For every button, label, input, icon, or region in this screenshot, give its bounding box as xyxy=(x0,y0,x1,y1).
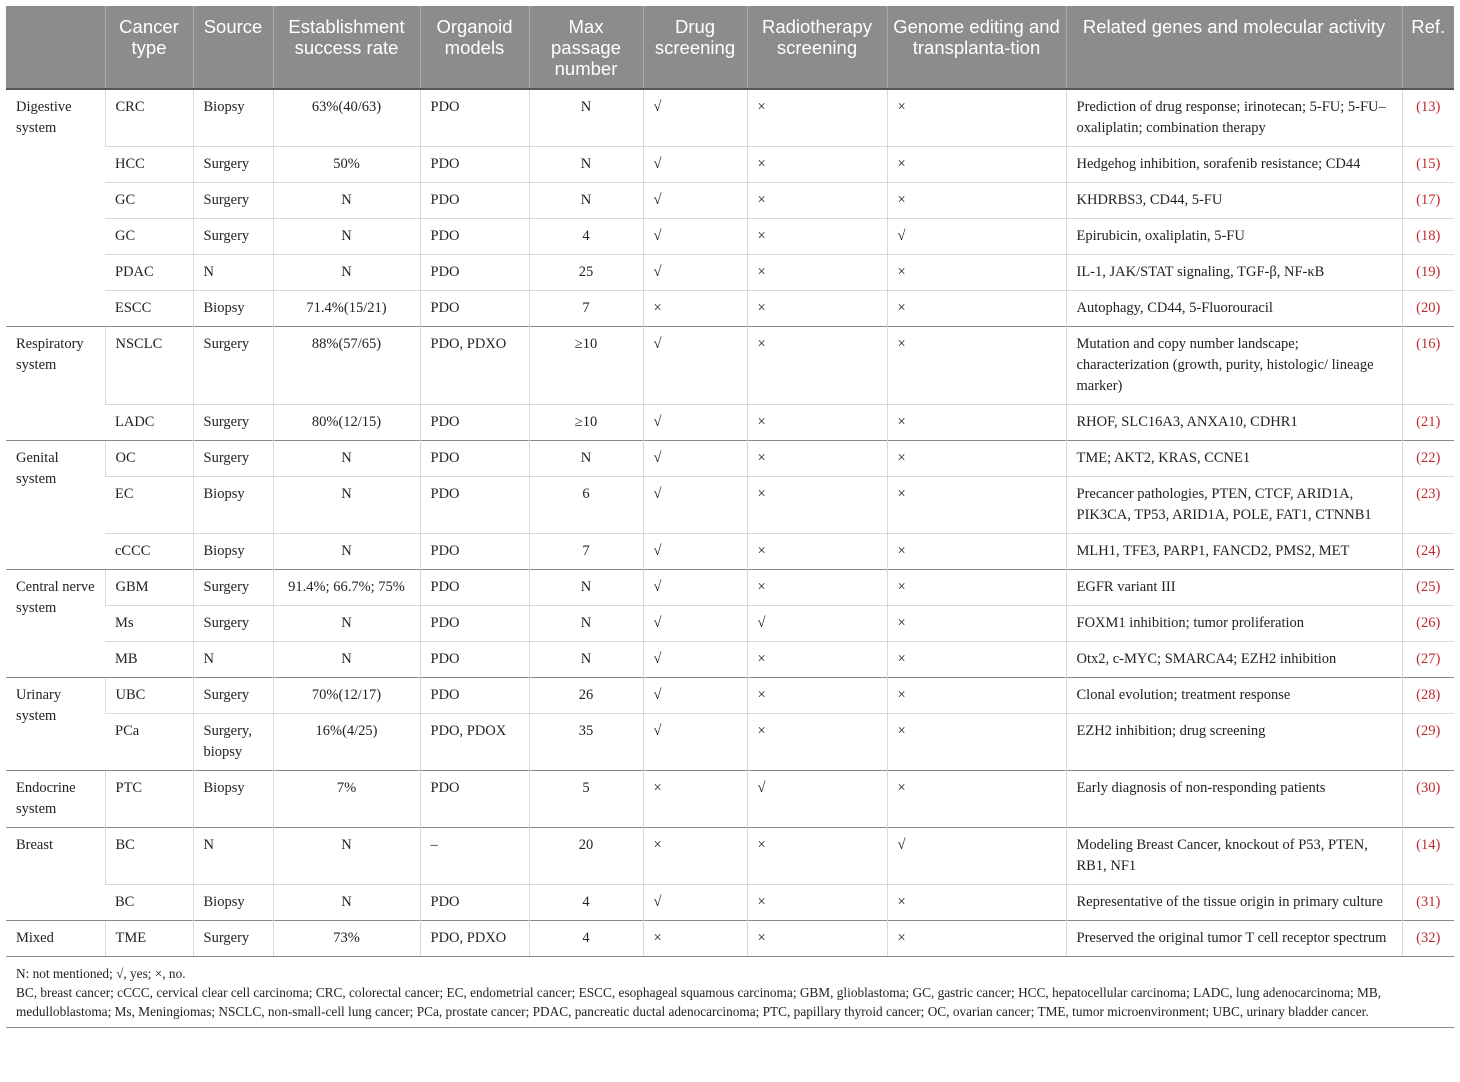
organoid-models-cell: PDO xyxy=(420,606,529,642)
radiotherapy-cell: × xyxy=(747,183,887,219)
success-rate-cell: 50% xyxy=(273,147,420,183)
organoid-models-cell: PDO xyxy=(420,570,529,606)
header-max-passage: Max passage number xyxy=(529,6,643,89)
radiotherapy-cell: √ xyxy=(747,771,887,828)
radiotherapy-cell: × xyxy=(747,219,887,255)
related-genes-cell: Hedgehog inhibition, sorafenib resistance; CD44 xyxy=(1066,147,1402,183)
genome-editing-cell: × xyxy=(887,570,1066,606)
cancer-type-cell: PTC xyxy=(105,771,193,828)
organoid-models-cell: PDO xyxy=(420,147,529,183)
genome-editing-cell: × xyxy=(887,534,1066,570)
table-header xyxy=(6,6,1454,89)
max-passage-cell: N xyxy=(529,606,643,642)
related-genes-cell: TME; AKT2, KRAS, CCNE1 xyxy=(1066,441,1402,477)
source-cell: N xyxy=(193,828,273,885)
related-genes-cell: MLH1, TFE3, PARP1, FANCD2, PMS2, MET xyxy=(1066,534,1402,570)
header-related-genes: Related genes and molecular activity xyxy=(1066,6,1402,89)
genome-editing-cell: × xyxy=(887,291,1066,327)
max-passage-cell: 4 xyxy=(529,921,643,957)
table-row xyxy=(6,606,1454,642)
table-row xyxy=(6,771,1454,828)
system-group-cell: Mixed xyxy=(6,921,105,957)
ref-cell: (14) xyxy=(1402,828,1454,885)
drug-screening-cell: √ xyxy=(643,570,747,606)
table-row xyxy=(6,89,1454,147)
genome-editing-cell: √ xyxy=(887,219,1066,255)
max-passage-cell: 4 xyxy=(529,219,643,255)
table-row xyxy=(6,255,1454,291)
radiotherapy-cell: × xyxy=(747,255,887,291)
ref-cell: (32) xyxy=(1402,921,1454,957)
drug-screening-cell: √ xyxy=(643,534,747,570)
cancer-type-cell: BC xyxy=(105,885,193,921)
success-rate-cell: 63%(40/63) xyxy=(273,89,420,147)
source-cell: Surgery xyxy=(193,147,273,183)
max-passage-cell: N xyxy=(529,441,643,477)
source-cell: Surgery xyxy=(193,327,273,405)
related-genes-cell: Early diagnosis of non-responding patients xyxy=(1066,771,1402,828)
cancer-type-cell: cCCC xyxy=(105,534,193,570)
table-row xyxy=(6,921,1454,957)
table-row xyxy=(6,642,1454,678)
header-ref: Ref. xyxy=(1402,6,1454,89)
drug-screening-cell: √ xyxy=(643,327,747,405)
ref-cell: (22) xyxy=(1402,441,1454,477)
max-passage-cell: N xyxy=(529,183,643,219)
genome-editing-cell: × xyxy=(887,771,1066,828)
drug-screening-cell: √ xyxy=(643,441,747,477)
ref-cell: (15) xyxy=(1402,147,1454,183)
radiotherapy-cell: × xyxy=(747,921,887,957)
table-row xyxy=(6,291,1454,327)
genome-editing-cell: × xyxy=(887,921,1066,957)
radiotherapy-cell: × xyxy=(747,477,887,534)
organoid-models-cell: PDO xyxy=(420,183,529,219)
header-cancer-type: Cancer type xyxy=(105,6,193,89)
genome-editing-cell: × xyxy=(887,441,1066,477)
organoid-models-cell: PDO xyxy=(420,405,529,441)
table-row xyxy=(6,327,1454,405)
source-cell: Biopsy xyxy=(193,477,273,534)
ref-cell: (18) xyxy=(1402,219,1454,255)
cancer-type-cell: PCa xyxy=(105,714,193,771)
organoid-models-cell: PDO xyxy=(420,534,529,570)
header-organoid-models: Organoid models xyxy=(420,6,529,89)
genome-editing-cell: × xyxy=(887,147,1066,183)
organoid-models-cell: PDO, PDXO xyxy=(420,327,529,405)
genome-editing-cell: × xyxy=(887,477,1066,534)
organoid-models-cell: PDO xyxy=(420,642,529,678)
drug-screening-cell: √ xyxy=(643,885,747,921)
radiotherapy-cell: × xyxy=(747,714,887,771)
max-passage-cell: 5 xyxy=(529,771,643,828)
drug-screening-cell: × xyxy=(643,771,747,828)
related-genes-cell: Modeling Breast Cancer, knockout of P53, PTEN, RB1, NF1 xyxy=(1066,828,1402,885)
organoid-models-cell: PDO xyxy=(420,678,529,714)
table-row xyxy=(6,219,1454,255)
system-group-cell: Breast xyxy=(6,828,105,921)
header-genome-editing: Genome editing and transplanta-tion xyxy=(887,6,1066,89)
success-rate-cell: 88%(57/65) xyxy=(273,327,420,405)
success-rate-cell: 71.4%(15/21) xyxy=(273,291,420,327)
ref-cell: (30) xyxy=(1402,771,1454,828)
max-passage-cell: ≥10 xyxy=(529,405,643,441)
footnote-legend: N: not mentioned; √, yes; ×, no. xyxy=(16,966,186,981)
source-cell: Surgery xyxy=(193,921,273,957)
genome-editing-cell: × xyxy=(887,885,1066,921)
related-genes-cell: Otx2, c-MYC; SMARCA4; EZH2 inhibition xyxy=(1066,642,1402,678)
cancer-type-cell: TME xyxy=(105,921,193,957)
related-genes-cell: Clonal evolution; treatment response xyxy=(1066,678,1402,714)
success-rate-cell: 80%(12/15) xyxy=(273,405,420,441)
ref-cell: (25) xyxy=(1402,570,1454,606)
source-cell: Biopsy xyxy=(193,89,273,147)
cancer-type-cell: BC xyxy=(105,828,193,885)
ref-cell: (28) xyxy=(1402,678,1454,714)
drug-screening-cell: × xyxy=(643,921,747,957)
organoid-models-cell: PDO xyxy=(420,219,529,255)
organoid-models-cell: PDO xyxy=(420,255,529,291)
ref-cell: (21) xyxy=(1402,405,1454,441)
related-genes-cell: KHDRBS3, CD44, 5-FU xyxy=(1066,183,1402,219)
source-cell: Surgery xyxy=(193,441,273,477)
ref-cell: (26) xyxy=(1402,606,1454,642)
ref-cell: (19) xyxy=(1402,255,1454,291)
cancer-type-cell: CRC xyxy=(105,89,193,147)
max-passage-cell: ≥10 xyxy=(529,327,643,405)
system-group-cell: Urinary system xyxy=(6,678,105,771)
cancer-type-cell: ESCC xyxy=(105,291,193,327)
max-passage-cell: 6 xyxy=(529,477,643,534)
genome-editing-cell: × xyxy=(887,327,1066,405)
system-group-cell: Respiratory system xyxy=(6,327,105,441)
drug-screening-cell: × xyxy=(643,291,747,327)
max-passage-cell: 25 xyxy=(529,255,643,291)
drug-screening-cell: √ xyxy=(643,405,747,441)
radiotherapy-cell: × xyxy=(747,534,887,570)
cancer-type-cell: PDAC xyxy=(105,255,193,291)
organoid-models-cell: PDO xyxy=(420,477,529,534)
genome-editing-cell: × xyxy=(887,183,1066,219)
success-rate-cell: 91.4%; 66.7%; 75% xyxy=(273,570,420,606)
table-row xyxy=(6,570,1454,606)
related-genes-cell: EGFR variant III xyxy=(1066,570,1402,606)
source-cell: N xyxy=(193,255,273,291)
max-passage-cell: 7 xyxy=(529,291,643,327)
related-genes-cell: Mutation and copy number landscape; characterization (growth, purity, histologic/ lineage marker) xyxy=(1066,327,1402,405)
system-group-cell: Genital system xyxy=(6,441,105,570)
radiotherapy-cell: × xyxy=(747,327,887,405)
header-source: Source xyxy=(193,6,273,89)
radiotherapy-cell: × xyxy=(747,147,887,183)
organoid-models-cell: PDO, PDOX xyxy=(420,714,529,771)
genome-editing-cell: × xyxy=(887,255,1066,291)
related-genes-cell: RHOF, SLC16A3, ANXA10, CDHR1 xyxy=(1066,405,1402,441)
success-rate-cell: N xyxy=(273,441,420,477)
genome-editing-cell: × xyxy=(887,642,1066,678)
related-genes-cell: Epirubicin, oxaliplatin, 5-FU xyxy=(1066,219,1402,255)
success-rate-cell: N xyxy=(273,183,420,219)
system-group-cell: Central nerve system xyxy=(6,570,105,678)
table-body xyxy=(6,89,1454,956)
ref-cell: (23) xyxy=(1402,477,1454,534)
organoid-table-wrapper xyxy=(6,6,1454,1028)
drug-screening-cell: √ xyxy=(643,147,747,183)
drug-screening-cell: √ xyxy=(643,678,747,714)
organoid-models-cell: PDO xyxy=(420,291,529,327)
success-rate-cell: N xyxy=(273,219,420,255)
organoid-models-cell: PDO xyxy=(420,89,529,147)
radiotherapy-cell: × xyxy=(747,570,887,606)
related-genes-cell: Preserved the original tumor T cell receptor spectrum xyxy=(1066,921,1402,957)
related-genes-cell: Prediction of drug response; irinotecan; 5-FU; 5-FU–oxaliplatin; combination therapy xyxy=(1066,89,1402,147)
genome-editing-cell: × xyxy=(887,405,1066,441)
source-cell: N xyxy=(193,642,273,678)
source-cell: Surgery xyxy=(193,405,273,441)
ref-cell: (29) xyxy=(1402,714,1454,771)
cancer-type-cell: OC xyxy=(105,441,193,477)
table-row xyxy=(6,828,1454,885)
source-cell: Biopsy xyxy=(193,771,273,828)
cancer-type-cell: GC xyxy=(105,219,193,255)
drug-screening-cell: √ xyxy=(643,255,747,291)
table-row xyxy=(6,183,1454,219)
ref-cell: (17) xyxy=(1402,183,1454,219)
table-row xyxy=(6,477,1454,534)
table-row xyxy=(6,714,1454,771)
organoid-table xyxy=(6,6,1454,956)
header-drug-screening: Drug screening xyxy=(643,6,747,89)
related-genes-cell: Autophagy, CD44, 5-Fluorouracil xyxy=(1066,291,1402,327)
cancer-type-cell: MB xyxy=(105,642,193,678)
drug-screening-cell: √ xyxy=(643,642,747,678)
success-rate-cell: N xyxy=(273,642,420,678)
radiotherapy-cell: × xyxy=(747,89,887,147)
cancer-type-cell: Ms xyxy=(105,606,193,642)
ref-cell: (31) xyxy=(1402,885,1454,921)
related-genes-cell: EZH2 inhibition; drug screening xyxy=(1066,714,1402,771)
radiotherapy-cell: × xyxy=(747,405,887,441)
drug-screening-cell: √ xyxy=(643,183,747,219)
system-group-cell: Endocrine system xyxy=(6,771,105,828)
source-cell: Biopsy xyxy=(193,885,273,921)
source-cell: Biopsy xyxy=(193,534,273,570)
drug-screening-cell: √ xyxy=(643,606,747,642)
max-passage-cell: 35 xyxy=(529,714,643,771)
max-passage-cell: 4 xyxy=(529,885,643,921)
max-passage-cell: N xyxy=(529,89,643,147)
genome-editing-cell: × xyxy=(887,606,1066,642)
cancer-type-cell: UBC xyxy=(105,678,193,714)
footnote-abbreviations: BC, breast cancer; cCCC, cervical clear cell carcinoma; CRC, colorectal cancer; EC, endometrial cancer; ESCC, esophageal squamous carcinoma; GBM, glioblastoma; GC, gastric cancer; HCC, hepatocellular carcinoma; LADC, lung adenocarcinoma; MB, medulloblastoma; Ms, Meningiomas; NSCLC, non-small-cell lung cancer; PCa, prostate cancer; PDAC, pancreatic ductal adenocarcinoma; PTC, papillary thyroid cancer; OC, ovarian cancer; TME, tumor microenvironment; UBC, urinary bladder cancer. xyxy=(16,985,1382,1019)
organoid-models-cell: PDO xyxy=(420,771,529,828)
table-row xyxy=(6,405,1454,441)
table-row xyxy=(6,534,1454,570)
organoid-models-cell: PDO xyxy=(420,441,529,477)
success-rate-cell: 70%(12/17) xyxy=(273,678,420,714)
source-cell: Surgery xyxy=(193,678,273,714)
ref-cell: (20) xyxy=(1402,291,1454,327)
success-rate-cell: N xyxy=(273,828,420,885)
related-genes-cell: IL-1, JAK/STAT signaling, TGF-β, NF-κB xyxy=(1066,255,1402,291)
radiotherapy-cell: × xyxy=(747,441,887,477)
cancer-type-cell: NSCLC xyxy=(105,327,193,405)
drug-screening-cell: √ xyxy=(643,714,747,771)
cancer-type-cell: LADC xyxy=(105,405,193,441)
success-rate-cell: N xyxy=(273,255,420,291)
cancer-type-cell: GBM xyxy=(105,570,193,606)
drug-screening-cell: × xyxy=(643,828,747,885)
radiotherapy-cell: × xyxy=(747,885,887,921)
max-passage-cell: 20 xyxy=(529,828,643,885)
drug-screening-cell: √ xyxy=(643,219,747,255)
cancer-type-cell: GC xyxy=(105,183,193,219)
drug-screening-cell: √ xyxy=(643,477,747,534)
radiotherapy-cell: √ xyxy=(747,606,887,642)
success-rate-cell: N xyxy=(273,606,420,642)
radiotherapy-cell: × xyxy=(747,828,887,885)
max-passage-cell: N xyxy=(529,570,643,606)
organoid-models-cell: PDO xyxy=(420,885,529,921)
related-genes-cell: Representative of the tissue origin in primary culture xyxy=(1066,885,1402,921)
max-passage-cell: 26 xyxy=(529,678,643,714)
source-cell: Surgery xyxy=(193,183,273,219)
success-rate-cell: N xyxy=(273,885,420,921)
header-group xyxy=(6,6,105,89)
source-cell: Biopsy xyxy=(193,291,273,327)
success-rate-cell: 7% xyxy=(273,771,420,828)
ref-cell: (27) xyxy=(1402,642,1454,678)
radiotherapy-cell: × xyxy=(747,678,887,714)
ref-cell: (24) xyxy=(1402,534,1454,570)
max-passage-cell: N xyxy=(529,147,643,183)
header-radiotherapy-screening: Radiotherapy screening xyxy=(747,6,887,89)
success-rate-cell: 73% xyxy=(273,921,420,957)
table-footnotes xyxy=(6,956,1454,1028)
source-cell: Surgery xyxy=(193,219,273,255)
system-group-cell: Digestive system xyxy=(6,89,105,327)
related-genes-cell: FOXM1 inhibition; tumor proliferation xyxy=(1066,606,1402,642)
organoid-models-cell: – xyxy=(420,828,529,885)
table-row xyxy=(6,885,1454,921)
source-cell: Surgery xyxy=(193,570,273,606)
cancer-type-cell: EC xyxy=(105,477,193,534)
source-cell: Surgery xyxy=(193,606,273,642)
genome-editing-cell: × xyxy=(887,714,1066,771)
cancer-type-cell: HCC xyxy=(105,147,193,183)
success-rate-cell: 16%(4/25) xyxy=(273,714,420,771)
table-row xyxy=(6,147,1454,183)
radiotherapy-cell: × xyxy=(747,291,887,327)
related-genes-cell: Precancer pathologies, PTEN, CTCF, ARID1A, PIK3CA, TP53, ARID1A, POLE, FAT1, CTNNB1 xyxy=(1066,477,1402,534)
genome-editing-cell: × xyxy=(887,89,1066,147)
table-row xyxy=(6,678,1454,714)
ref-cell: (16) xyxy=(1402,327,1454,405)
success-rate-cell: N xyxy=(273,477,420,534)
max-passage-cell: 7 xyxy=(529,534,643,570)
organoid-models-cell: PDO, PDXO xyxy=(420,921,529,957)
drug-screening-cell: √ xyxy=(643,89,747,147)
header-success-rate: Establishment success rate xyxy=(273,6,420,89)
ref-cell: (13) xyxy=(1402,89,1454,147)
genome-editing-cell: √ xyxy=(887,828,1066,885)
success-rate-cell: N xyxy=(273,534,420,570)
header-row xyxy=(6,6,1454,89)
table-row xyxy=(6,441,1454,477)
source-cell: Surgery, biopsy xyxy=(193,714,273,771)
radiotherapy-cell: × xyxy=(747,642,887,678)
max-passage-cell: N xyxy=(529,642,643,678)
genome-editing-cell: × xyxy=(887,678,1066,714)
